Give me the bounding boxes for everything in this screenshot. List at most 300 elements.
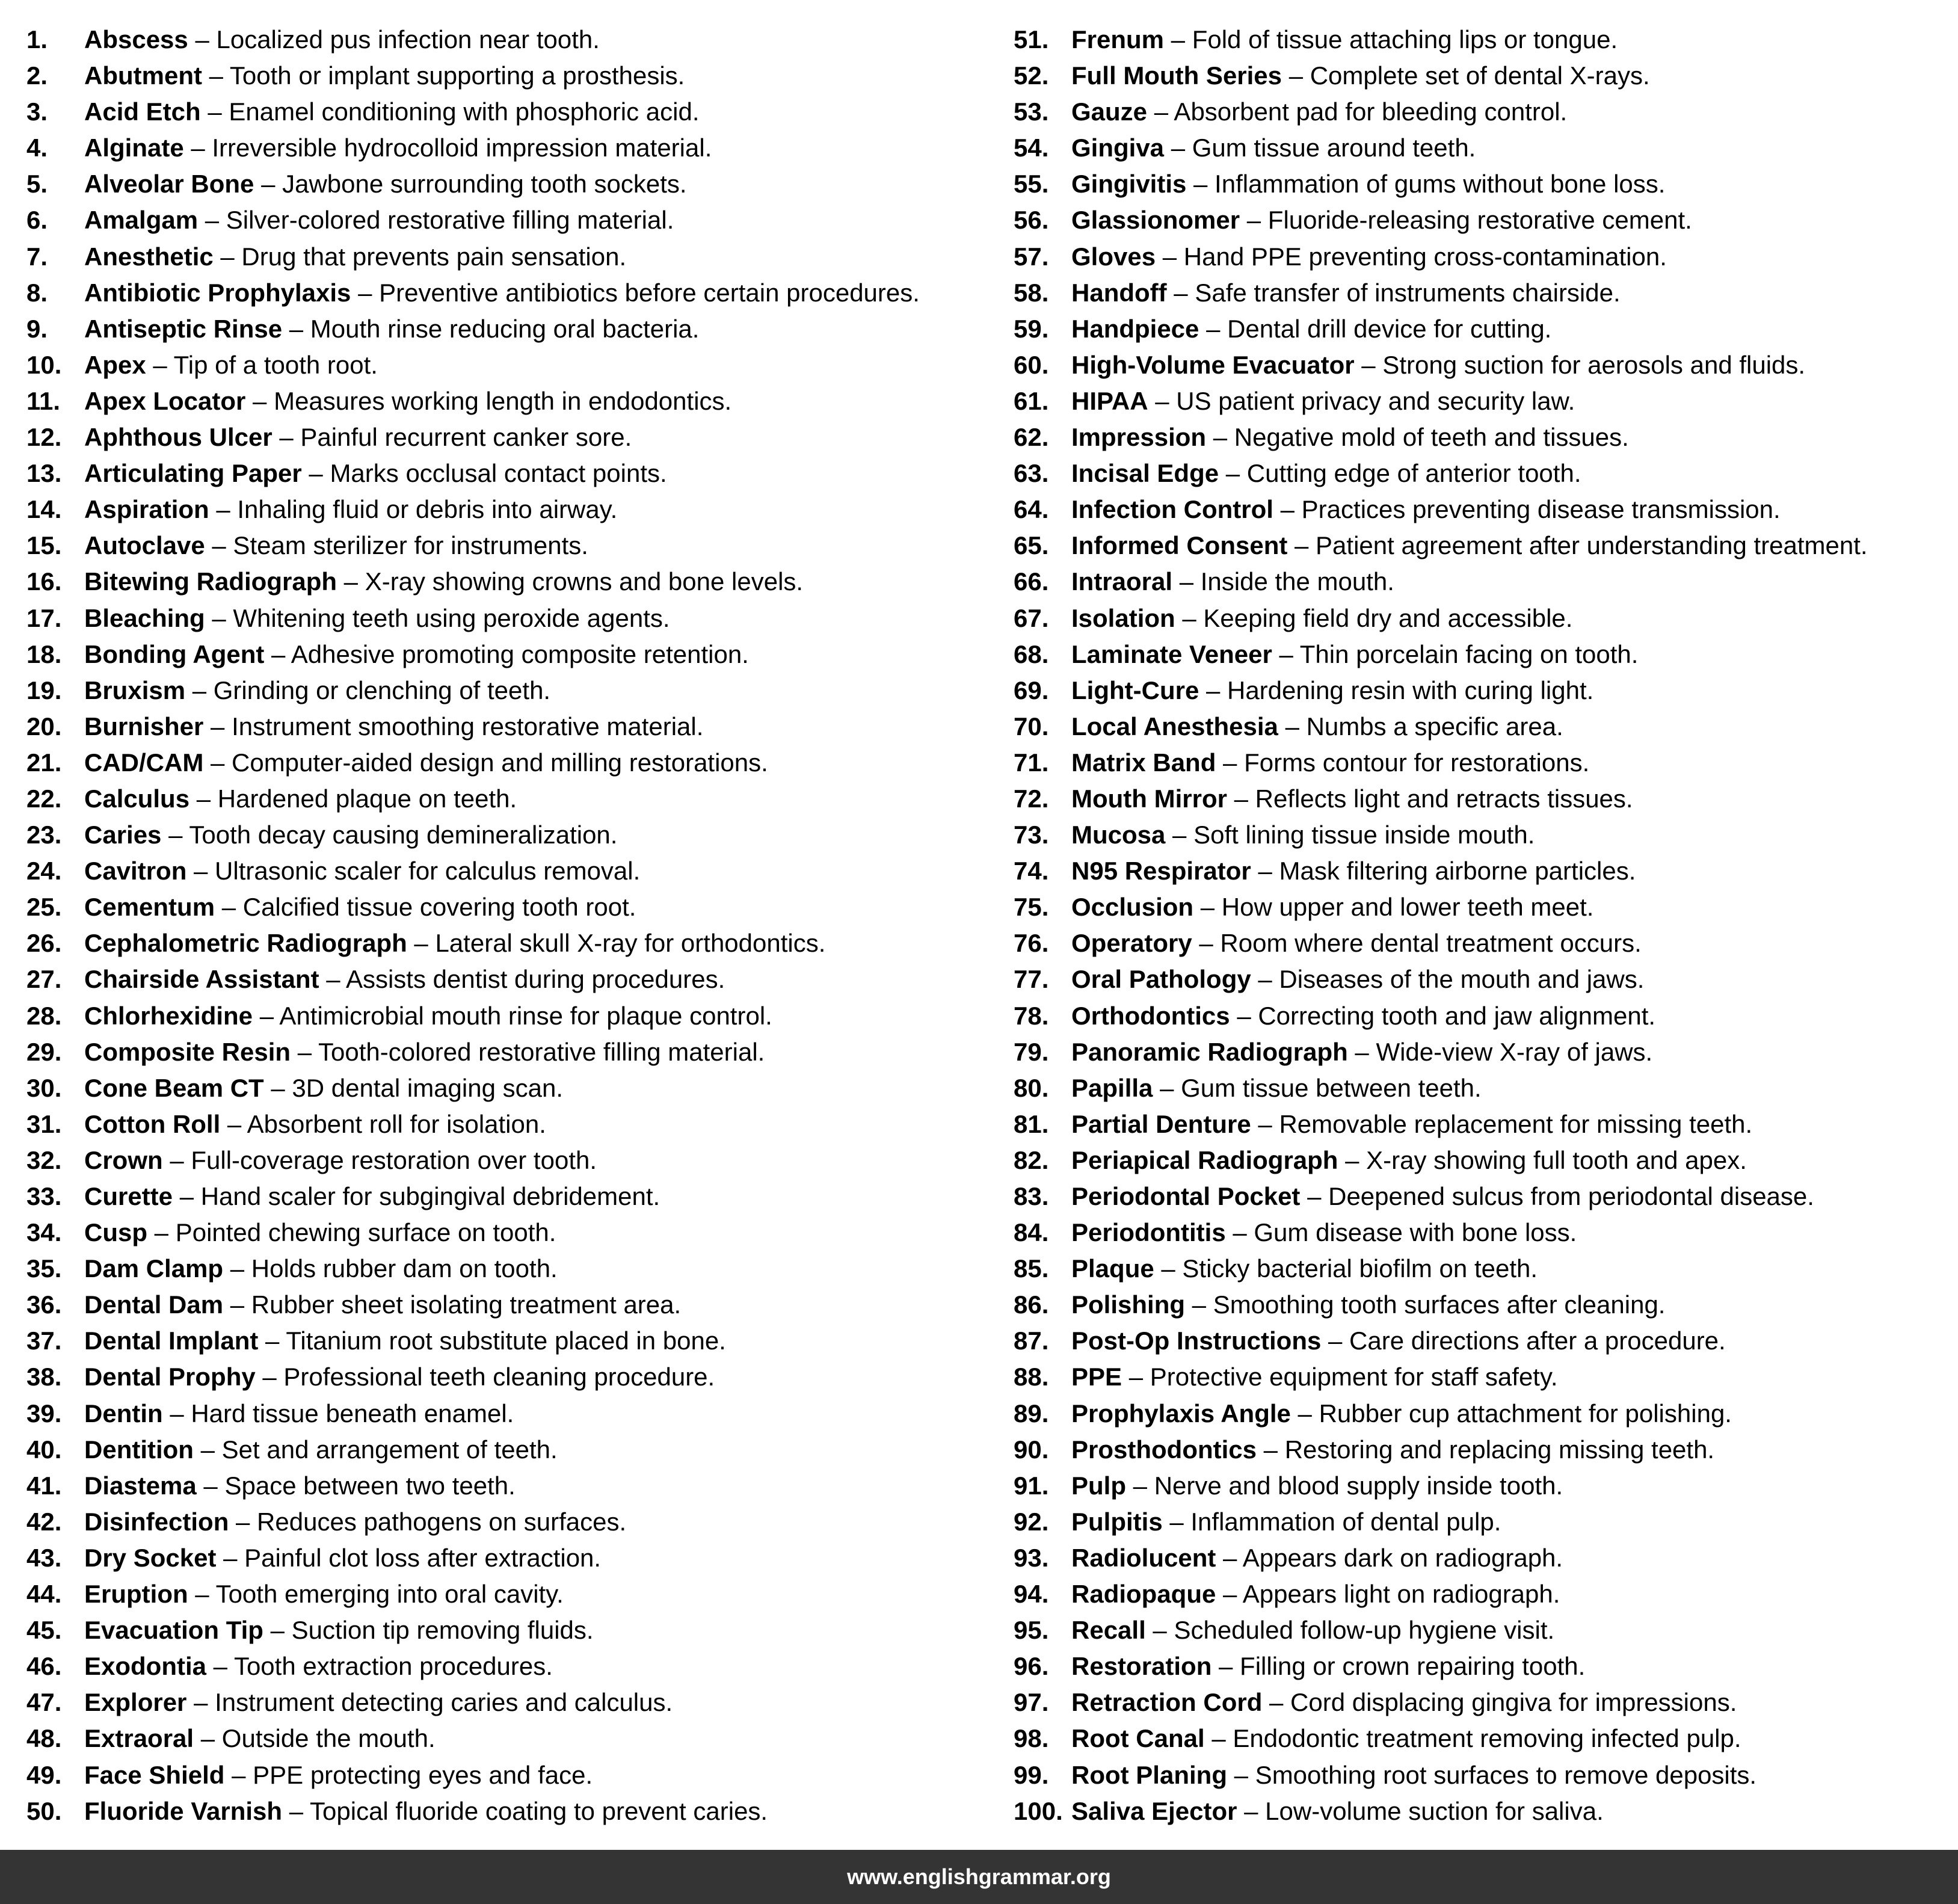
entry-number: 91. (1014, 1471, 1049, 1500)
glossary-entry (26, 347, 989, 383)
glossary-entry (26, 564, 989, 600)
glossary-entry (26, 455, 989, 491)
footer-website-link[interactable]: www.englishgrammar.org (847, 1864, 1111, 1889)
entry-definition: – Silver-colored restorative filling material. (198, 206, 674, 235)
glossary-entry (1014, 781, 1952, 817)
entry-definition: – Soft lining tissue inside mouth. (1165, 821, 1535, 849)
entry-term: Handoff (1071, 278, 1167, 307)
entry-number: 57. (1014, 242, 1049, 271)
entry-term: Light-Cure (1071, 676, 1199, 704)
entry-definition: – Room where dental treatment occurs. (1192, 929, 1642, 958)
glossary-entry (26, 383, 989, 419)
entry-definition: – Hand PPE preventing cross-contamination. (1156, 242, 1667, 271)
entry-term: Dentin (84, 1399, 163, 1428)
entry-definition: – Instrument smoothing restorative material. (203, 712, 704, 741)
entry-definition: – Adhesive promoting composite retention. (264, 639, 749, 668)
entry-term: Gingivitis (1071, 170, 1187, 199)
glossary-entry (26, 709, 989, 745)
entry-number: 24. (26, 857, 62, 886)
entry-term: Isolation (1071, 603, 1175, 632)
entry-term: Infection Control (1071, 495, 1273, 524)
entry-definition: – Titanium root substitute placed in bone. (258, 1326, 726, 1355)
entry-number: 37. (26, 1326, 62, 1355)
entry-number: 18. (26, 639, 62, 668)
entry-definition: – Drug that prevents pain sensation. (213, 242, 627, 271)
entry-term: Local Anesthesia (1071, 712, 1278, 741)
glossary-entry (26, 202, 989, 238)
entry-definition: – Whitening teeth using peroxide agents. (205, 603, 670, 632)
entry-term: Orthodontics (1071, 1001, 1230, 1030)
entry-term: Face Shield (84, 1760, 225, 1789)
glossary-entry (1014, 1178, 1952, 1215)
entry-term: Abscess (84, 25, 188, 54)
glossary-entry (1014, 1287, 1952, 1323)
entry-term: Matrix Band (1071, 748, 1216, 777)
entry-definition: – Pointed chewing surface on tooth. (147, 1218, 556, 1247)
entry-definition: – Inflammation of dental pulp. (1162, 1507, 1501, 1536)
entry-number: 50. (26, 1796, 62, 1825)
entry-term: Abutment (84, 61, 202, 90)
entry-term: PPE (1071, 1363, 1122, 1391)
entry-term: Prosthodontics (1071, 1435, 1257, 1464)
glossary-entry (26, 817, 989, 853)
entry-term: Aphthous Ulcer (84, 423, 272, 452)
entry-number: 100. (1014, 1796, 1063, 1825)
glossary-entry (1014, 455, 1952, 491)
entry-number: 44. (26, 1580, 62, 1609)
entry-number: 17. (26, 603, 62, 632)
entry-term: Panoramic Radiograph (1071, 1037, 1348, 1066)
entry-definition: – Hardened plaque on teeth. (189, 784, 517, 813)
entry-definition: – Gum tissue between teeth. (1153, 1073, 1482, 1102)
entry-term: Caries (84, 821, 162, 849)
glossary-entry (26, 745, 989, 781)
entry-term: Saliva Ejector (1071, 1796, 1237, 1825)
entry-number: 65. (1014, 531, 1049, 560)
entry-definition: – Deepened sulcus from periodontal disease. (1300, 1182, 1814, 1210)
entry-number: 49. (26, 1760, 62, 1789)
entry-number: 68. (1014, 639, 1049, 668)
entry-definition: – Tooth extraction procedures. (206, 1652, 553, 1681)
entry-definition: – Gum tissue around teeth. (1164, 134, 1476, 162)
entry-definition: – Keeping field dry and accessible. (1175, 603, 1573, 632)
entry-definition: – Computer-aided design and milling restorations. (203, 748, 768, 777)
glossary-entry (26, 1287, 989, 1323)
entry-term: Cephalometric Radiograph (84, 929, 407, 958)
entry-number: 30. (26, 1073, 62, 1102)
entry-definition: – Numbs a specific area. (1278, 712, 1563, 741)
entry-definition: – Endodontic treatment removing infected pulp. (1204, 1724, 1741, 1753)
entry-term: Pulpitis (1071, 1507, 1163, 1536)
glossary-entry (26, 961, 989, 997)
entry-number: 39. (26, 1399, 62, 1428)
entry-number: 46. (26, 1652, 62, 1681)
entry-term: Root Planing (1071, 1760, 1227, 1789)
entry-term: Papilla (1071, 1073, 1153, 1102)
glossary-entry (1014, 383, 1952, 419)
entry-definition: – Gum disease with bone loss. (1225, 1218, 1577, 1247)
glossary-entry (26, 1359, 989, 1395)
entry-number: 35. (26, 1254, 62, 1283)
entry-definition: – Fold of tissue attaching lips or tongue. (1164, 25, 1618, 54)
entry-term: Cone Beam CT (84, 1073, 264, 1102)
entry-number: 97. (1014, 1688, 1049, 1717)
entry-term: Dental Implant (84, 1326, 259, 1355)
entry-definition: – Restoring and replacing missing teeth. (1257, 1435, 1715, 1464)
glossary-column-left (26, 22, 989, 1829)
entry-term: Retraction Cord (1071, 1688, 1263, 1717)
glossary-entry (1014, 1721, 1952, 1757)
glossary-entry (1014, 600, 1952, 636)
entry-number: 66. (1014, 567, 1049, 596)
entry-definition: – Preventive antibiotics before certain procedures. (351, 278, 920, 307)
entry-definition: – Smoothing root surfaces to remove deposits. (1227, 1760, 1757, 1789)
glossary-entry (1014, 998, 1952, 1034)
entry-definition: – Patient agreement after understanding treatment. (1287, 531, 1868, 560)
entry-definition: – Outside the mouth. (194, 1724, 436, 1753)
entry-number: 54. (1014, 134, 1049, 162)
glossary-entry (26, 239, 989, 275)
glossary-column-right (1014, 22, 1952, 1829)
entry-definition: – Lateral skull X-ray for orthodontics. (407, 929, 826, 958)
entry-number: 53. (1014, 97, 1049, 126)
entry-definition: – PPE protecting eyes and face. (224, 1760, 593, 1789)
entry-term: Cavitron (84, 857, 187, 886)
entry-definition: – Appears light on radiograph. (1216, 1580, 1560, 1609)
entry-term: N95 Respirator (1071, 857, 1251, 886)
entry-definition: – Instrument detecting caries and calculus. (186, 1688, 673, 1717)
entry-term: Autoclave (84, 531, 205, 560)
entry-number: 89. (1014, 1399, 1049, 1428)
glossary-entry (26, 1251, 989, 1287)
entry-term: Cusp (84, 1218, 147, 1247)
entry-number: 52. (1014, 61, 1049, 90)
entry-term: Informed Consent (1071, 531, 1288, 560)
glossary-entry (1014, 889, 1952, 925)
entry-number: 92. (1014, 1507, 1049, 1536)
glossary-entry (1014, 528, 1952, 564)
entry-term: Exodontia (84, 1652, 207, 1681)
glossary-entry (26, 1612, 989, 1648)
entry-number: 42. (26, 1507, 62, 1536)
entry-term: Frenum (1071, 25, 1165, 54)
entry-number: 43. (26, 1543, 62, 1572)
entry-definition: – US patient privacy and security law. (1148, 386, 1575, 415)
entry-definition: – Hardening resin with curing light. (1199, 676, 1594, 704)
entry-number: 6. (26, 206, 48, 235)
entry-number: 93. (1014, 1543, 1049, 1572)
glossary-entry (1014, 419, 1952, 455)
entry-number: 86. (1014, 1290, 1049, 1319)
entry-definition: – Absorbent roll for isolation. (220, 1109, 546, 1138)
entry-definition: – Diseases of the mouth and jaws. (1251, 965, 1645, 994)
glossary-entry (26, 853, 989, 889)
entry-term: Chairside Assistant (84, 965, 319, 994)
entry-term: Alginate (84, 134, 184, 162)
entry-number: 41. (26, 1471, 62, 1500)
entry-number: 4. (26, 134, 48, 162)
glossary-entry (1014, 1034, 1952, 1070)
glossary-entry (1014, 1359, 1952, 1395)
entry-definition: – Jawbone surrounding tooth sockets. (254, 170, 687, 199)
glossary-entry (1014, 1757, 1952, 1793)
entry-definition: – Inflammation of gums without bone loss. (1186, 170, 1666, 199)
glossary-entry (26, 1540, 989, 1576)
entry-term: Periodontitis (1071, 1218, 1226, 1247)
entry-number: 75. (1014, 893, 1049, 922)
glossary-entry (1014, 202, 1952, 238)
entry-definition: – Scheduled follow-up hygiene visit. (1145, 1616, 1555, 1645)
entry-definition: – Negative mold of teeth and tissues. (1206, 423, 1629, 452)
glossary-entry (26, 1721, 989, 1757)
entry-number: 36. (26, 1290, 62, 1319)
entry-term: Apex Locator (84, 386, 246, 415)
entry-term: Laminate Veneer (1071, 639, 1272, 668)
entry-number: 84. (1014, 1218, 1049, 1247)
entry-number: 13. (26, 459, 62, 488)
entry-number: 61. (1014, 386, 1049, 415)
glossary-entry (26, 94, 989, 130)
glossary-entry (1014, 1648, 1952, 1684)
glossary-entry (1014, 636, 1952, 673)
entry-number: 5. (26, 170, 48, 199)
entry-term: Intraoral (1071, 567, 1173, 596)
entry-number: 71. (1014, 748, 1049, 777)
entry-definition: – Tooth decay causing demineralization. (161, 821, 618, 849)
entry-term: CAD/CAM (84, 748, 204, 777)
entry-number: 74. (1014, 857, 1049, 886)
glossary-entry (26, 636, 989, 673)
entry-definition: – Forms contour for restorations. (1216, 748, 1590, 777)
glossary-entry (1014, 1540, 1952, 1576)
entry-term: Plaque (1071, 1254, 1154, 1283)
entry-term: Operatory (1071, 929, 1192, 958)
entry-number: 29. (26, 1037, 62, 1066)
entry-number: 69. (1014, 676, 1049, 704)
glossary-entry (26, 673, 989, 709)
glossary-entry (1014, 1106, 1952, 1142)
entry-number: 95. (1014, 1616, 1049, 1645)
entry-definition: – Cord displacing gingiva for impressions. (1262, 1688, 1737, 1717)
glossary-entry (1014, 1251, 1952, 1287)
entry-definition: – Rubber sheet isolating treatment area. (223, 1290, 682, 1319)
entry-number: 59. (1014, 314, 1049, 343)
entry-definition: – Cutting edge of anterior tooth. (1219, 459, 1581, 488)
entry-number: 63. (1014, 459, 1049, 488)
entry-term: Polishing (1071, 1290, 1185, 1319)
entry-number: 19. (26, 676, 62, 704)
glossary-entry (1014, 564, 1952, 600)
entry-definition: – Hand scaler for subgingival debridement. (173, 1182, 660, 1210)
entry-definition: – Sticky bacterial biofilm on teeth. (1154, 1254, 1538, 1283)
glossary-entry (26, 1323, 989, 1359)
entry-number: 77. (1014, 965, 1049, 994)
glossary-entry (1014, 709, 1952, 745)
entry-term: Antiseptic Rinse (84, 314, 283, 343)
entry-definition: – X-ray showing crowns and bone levels. (337, 567, 804, 596)
glossary-entry (1014, 1142, 1952, 1178)
entry-definition: – Localized pus infection near tooth. (188, 25, 600, 54)
entry-definition: – Ultrasonic scaler for calculus removal. (186, 857, 641, 886)
entry-definition: – Steam sterilizer for instruments. (205, 531, 588, 560)
glossary-entry (1014, 1612, 1952, 1648)
entry-number: 34. (26, 1218, 62, 1247)
glossary-entry (1014, 239, 1952, 275)
entry-number: 99. (1014, 1760, 1049, 1789)
entry-term: Explorer (84, 1688, 187, 1717)
entry-number: 90. (1014, 1435, 1049, 1464)
glossary-entry (26, 419, 989, 455)
glossary-entry (1014, 1468, 1952, 1504)
entry-definition: – Holds rubber dam on tooth. (223, 1254, 558, 1283)
entry-number: 45. (26, 1616, 62, 1645)
glossary-entry (1014, 1323, 1952, 1359)
entry-term: Incisal Edge (1071, 459, 1219, 488)
entry-definition: – Low-volume suction for saliva. (1237, 1796, 1604, 1825)
entry-number: 23. (26, 821, 62, 849)
entry-number: 11. (26, 386, 61, 415)
entry-term: Dry Socket (84, 1543, 217, 1572)
glossary-entry (1014, 1504, 1952, 1540)
entry-number: 26. (26, 929, 62, 958)
glossary-entry (1014, 673, 1952, 709)
glossary-entry (26, 600, 989, 636)
entry-number: 67. (1014, 603, 1049, 632)
entry-term: Gingiva (1071, 134, 1165, 162)
entry-number: 47. (26, 1688, 62, 1717)
entry-term: Cotton Roll (84, 1109, 221, 1138)
entry-term: Restoration (1071, 1652, 1212, 1681)
entry-term: Extraoral (84, 1724, 194, 1753)
entry-number: 48. (26, 1724, 62, 1753)
entry-term: Radiopaque (1071, 1580, 1216, 1609)
entry-number: 55. (1014, 170, 1049, 199)
entry-term: Antibiotic Prophylaxis (84, 278, 351, 307)
entry-term: Prophylaxis Angle (1071, 1399, 1291, 1428)
entry-definition: – Appears dark on radiograph. (1216, 1543, 1563, 1572)
entry-number: 78. (1014, 1001, 1049, 1030)
entry-number: 27. (26, 965, 62, 994)
entry-definition: – Set and arrangement of teeth. (193, 1435, 558, 1464)
glossary-entry (26, 1684, 989, 1721)
entry-number: 28. (26, 1001, 62, 1030)
glossary-entry (26, 1142, 989, 1178)
entry-definition: – Assists dentist during procedures. (319, 965, 725, 994)
glossary-entry (26, 781, 989, 817)
entry-number: 25. (26, 893, 62, 922)
entry-term: Root Canal (1071, 1724, 1205, 1753)
entry-definition: – Professional teeth cleaning procedure. (255, 1363, 715, 1391)
glossary-entry (26, 275, 989, 311)
entry-definition: – Tooth emerging into oral cavity. (188, 1580, 564, 1609)
glossary-entry (26, 1793, 989, 1829)
glossary-entry (1014, 745, 1952, 781)
entry-number: 15. (26, 531, 62, 560)
entry-number: 20. (26, 712, 62, 741)
entry-definition: – Care directions after a procedure. (1321, 1326, 1726, 1355)
entry-number: 70. (1014, 712, 1049, 741)
entry-number: 7. (26, 242, 48, 271)
glossary-entry (26, 1576, 989, 1612)
entry-term: Bruxism (84, 676, 186, 704)
entry-definition: – Tooth or implant supporting a prosthesis. (202, 61, 685, 90)
entry-term: Recall (1071, 1616, 1146, 1645)
entry-term: Glassionomer (1071, 206, 1240, 235)
entry-number: 81. (1014, 1109, 1049, 1138)
entry-definition: – Reduces pathogens on surfaces. (229, 1507, 627, 1536)
entry-number: 31. (26, 1109, 62, 1138)
glossary-entry (26, 491, 989, 528)
entry-number: 87. (1014, 1326, 1049, 1355)
entry-definition: – X-ray showing full tooth and apex. (1338, 1145, 1747, 1174)
entry-definition: – Practices preventing disease transmission. (1273, 495, 1781, 524)
glossary-entry (1014, 58, 1952, 94)
entry-number: 98. (1014, 1724, 1049, 1753)
entry-term: HIPAA (1071, 386, 1148, 415)
entry-number: 79. (1014, 1037, 1049, 1066)
glossary-entry (26, 22, 989, 58)
entry-term: Apex (84, 350, 146, 379)
glossary-entry (1014, 925, 1952, 961)
entry-term: Burnisher (84, 712, 204, 741)
glossary-entry (26, 528, 989, 564)
entry-term: Occlusion (1071, 893, 1194, 922)
glossary-entry (1014, 1070, 1952, 1106)
entry-term: Full Mouth Series (1071, 61, 1282, 90)
glossary-entry (26, 1504, 989, 1540)
entry-number: 76. (1014, 929, 1049, 958)
entry-term: Anesthetic (84, 242, 214, 271)
glossary-entry (1014, 1684, 1952, 1721)
entry-term: Composite Resin (84, 1037, 291, 1066)
entry-number: 33. (26, 1182, 62, 1210)
entry-term: Bitewing Radiograph (84, 567, 337, 596)
entry-term: Periodontal Pocket (1071, 1182, 1301, 1210)
entry-number: 73. (1014, 821, 1049, 849)
entry-definition: – Dental drill device for cutting. (1199, 314, 1552, 343)
entry-number: 32. (26, 1145, 62, 1174)
entry-term: Impression (1071, 423, 1207, 452)
entry-term: Pulp (1071, 1471, 1126, 1500)
glossary-entry (1014, 491, 1952, 528)
entry-number: 1. (26, 25, 48, 54)
glossary-entry (26, 1178, 989, 1215)
entry-term: Dentition (84, 1435, 194, 1464)
entry-term: Calculus (84, 784, 190, 813)
entry-term: Aspiration (84, 495, 209, 524)
entry-number: 51. (1014, 25, 1049, 54)
entry-term: Diastema (84, 1471, 197, 1500)
entry-definition: – Painful recurrent canker sore. (272, 423, 632, 452)
entry-number: 40. (26, 1435, 62, 1464)
glossary-entry (26, 130, 989, 166)
entry-number: 64. (1014, 495, 1049, 524)
glossary-entry (26, 58, 989, 94)
entry-definition: – Topical fluoride coating to prevent caries. (282, 1796, 768, 1825)
glossary-entry (1014, 1432, 1952, 1468)
glossary-entry (26, 1432, 989, 1468)
glossary-entry (26, 1648, 989, 1684)
entry-definition: – Protective equipment for staff safety. (1122, 1363, 1558, 1391)
entry-definition: – Wide-view X-ray of jaws. (1347, 1037, 1653, 1066)
entry-definition: – Nerve and blood supply inside tooth. (1126, 1471, 1563, 1500)
glossary-entry (1014, 130, 1952, 166)
entry-term: Curette (84, 1182, 173, 1210)
entry-number: 22. (26, 784, 62, 813)
entry-definition: – Correcting tooth and jaw alignment. (1230, 1001, 1656, 1030)
glossary-entry (26, 1757, 989, 1793)
entry-definition: – Smoothing tooth surfaces after cleaning. (1185, 1290, 1666, 1319)
